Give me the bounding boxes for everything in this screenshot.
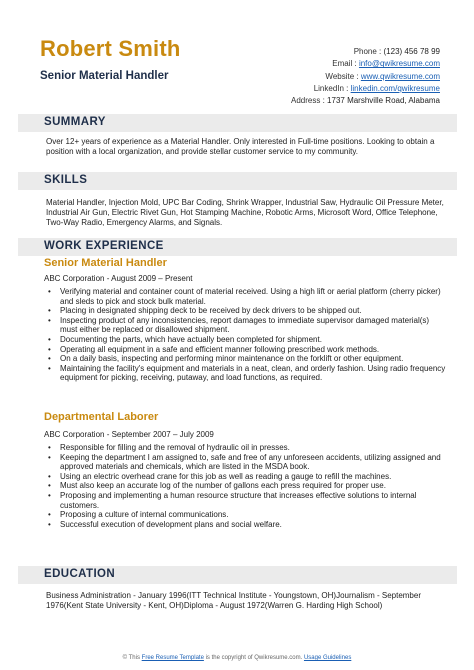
bullet-icon: • [48,363,51,373]
summary-heading: SUMMARY [44,116,106,128]
job-bullet-list [48,287,448,383]
contact-label: Email [332,59,353,69]
bullet-text: Verifying material and container count of material received. Using a high lift or aerial platform (cherry picker) and sleds to pick and stock bulk material. [60,287,441,306]
footer-middle: is the copyright of Qwikresume.com. [205,655,303,661]
education-section-bar [18,566,457,584]
list-item [48,287,448,306]
list-item [48,354,448,364]
list-item [48,481,448,491]
bullet-text: Must also keep an accurate log of the number of gallons each press required for proper use. [60,481,386,491]
bullet-text: Operating all equipment in a safe and efficient manner following prescribed work methods. [60,344,380,354]
bullet-text: Inspecting product of any inconsistencies, report damages to immediate supervisor damaged material(s) must either be replaced or disallowed shipment. [60,315,430,335]
bullet-text: Placing in designated shipping deck to be received by deck drivers to be shipped out. [60,306,362,316]
bullet-icon: • [48,354,51,364]
job-meta: ABC Corporation - September 2007 – July 2009 [44,430,214,439]
list-item [48,364,448,383]
list-item [48,491,448,510]
contact-linkedin: LinkedIn : linkedin.com/qwikresume [313,83,440,93]
website-link[interactable]: www.qwikresume.com [360,71,440,81]
list-item [48,520,448,530]
bullet-icon: • [48,471,51,481]
list-item [48,472,448,482]
footer-prefix: © This [122,655,140,661]
list-item [48,316,448,335]
bullet-text: Proposing a culture of internal communications. [60,510,229,520]
bullet-icon: • [48,334,51,344]
skills-heading: SKILLS [44,174,88,186]
skills-text: Material Handler, Injection Mold, UPC Bar Coding, Shrink Wrapper, Industrial Saw, Hydraulic Oil Pressure Meter, Industrial Air Gun, Electric Rivet Gun, Hot Stamping Machine, Robotic Arms, Microsoft Word, Office Telephone, Two-Way Radio, Emergency Alarms, and Signals. [46,198,444,227]
bullet-text: Successful execution of development plans and social welfare. [60,519,282,529]
contact-label: Phone [353,47,377,56]
list-item [48,510,448,520]
usage-guidelines-link[interactable]: Usage Guidelines [303,655,352,661]
summary-text: Over 12+ years of experience as a Material Handler. Only interested in Full-time positions. Looking to obtain a position with a local organization, and provide stellar customer service to my community. [46,137,435,156]
copyright-footer [0,655,474,661]
contact-email: Email : info@qwikresume.com [332,59,440,69]
contact-label: LinkedIn [313,83,344,93]
contact-label: Address [291,96,321,106]
bullet-icon: • [48,490,51,500]
phone-value: (123) 456 78 99 [383,47,440,56]
summary-section-bar [18,114,457,132]
education-text: Business Administration - January 1996(ITT Technical Institute - Youngstown, OH)Journalism - September 1976(Kent State University - Kent, OH)Diploma - August 1972(Warren G. Harding High School) [46,591,421,610]
list-item [48,335,448,345]
linkedin-link[interactable]: linkedin.com/qwikresume [350,83,440,93]
bullet-icon: • [48,519,51,529]
bullet-icon: • [48,452,51,462]
contact-phone: Phone : (123) 456 78 99 [353,47,440,56]
bullet-icon: • [48,510,51,520]
bullet-text: Responsible for filling and the removal of hydraulic oil in presses. [60,443,290,452]
free-template-link[interactable]: Free Resume Template [141,655,204,661]
candidate-name: Robert Smith [40,36,181,61]
list-item [48,443,448,453]
email-link[interactable]: info@qwikresume.com [358,59,440,69]
candidate-title: Senior Material Handler [40,70,169,82]
resume-header [0,0,474,104]
contact-block [291,46,440,107]
bullet-text: Documenting the parts, which have actually been completed for shipment. [60,334,322,344]
work-heading: WORK EXPERIENCE [44,240,164,252]
bullet-icon: • [48,306,51,316]
bullet-text: Using an electric overhead crane for this job as well as reading a gauge to refill the machines. [60,471,392,481]
bullet-text: Maintaining the facility's equipment and materials in a neat, clean, and orderly fashion. Using radio frequency equipment for picking, receiving, putaway, and load functions, as required. [60,363,446,383]
contact-label: Website [325,71,355,81]
job-title: Departmental Laborer [44,411,159,423]
address-value: 1737 Marshville Road, Alabama [327,96,440,106]
bullet-text: Keeping the department I am assigned to, safe and free of any unforeseen accidents, utilizing assigned and approved materials and chemicals, which are listed in the MSDA book. [60,452,441,472]
work-section-bar [18,238,457,256]
job-title: Senior Material Handler [44,257,167,269]
education-heading: EDUCATION [44,568,116,580]
contact-address: Address : 1737 Marshville Road, Alabama [291,96,440,106]
list-item [48,306,448,316]
bullet-icon: • [48,315,51,325]
contact-website: Website : www.qwikresume.com [325,71,440,81]
job-meta: ABC Corporation - August 2009 – Present [44,274,193,283]
list-item [48,345,448,355]
bullet-icon: • [48,443,51,452]
bullet-icon: • [48,344,51,354]
bullet-text: On a daily basis, inspecting and performing minor maintenance on the forklift or other equipment. [60,354,404,364]
list-item [48,453,448,472]
bullet-text: Proposing and implementing a human resource structure that increases effective solutions to internal customers. [60,490,417,510]
bullet-icon: • [48,481,51,491]
job-bullet-list [48,443,448,529]
skills-section-bar [18,172,457,190]
bullet-icon: • [48,287,51,296]
